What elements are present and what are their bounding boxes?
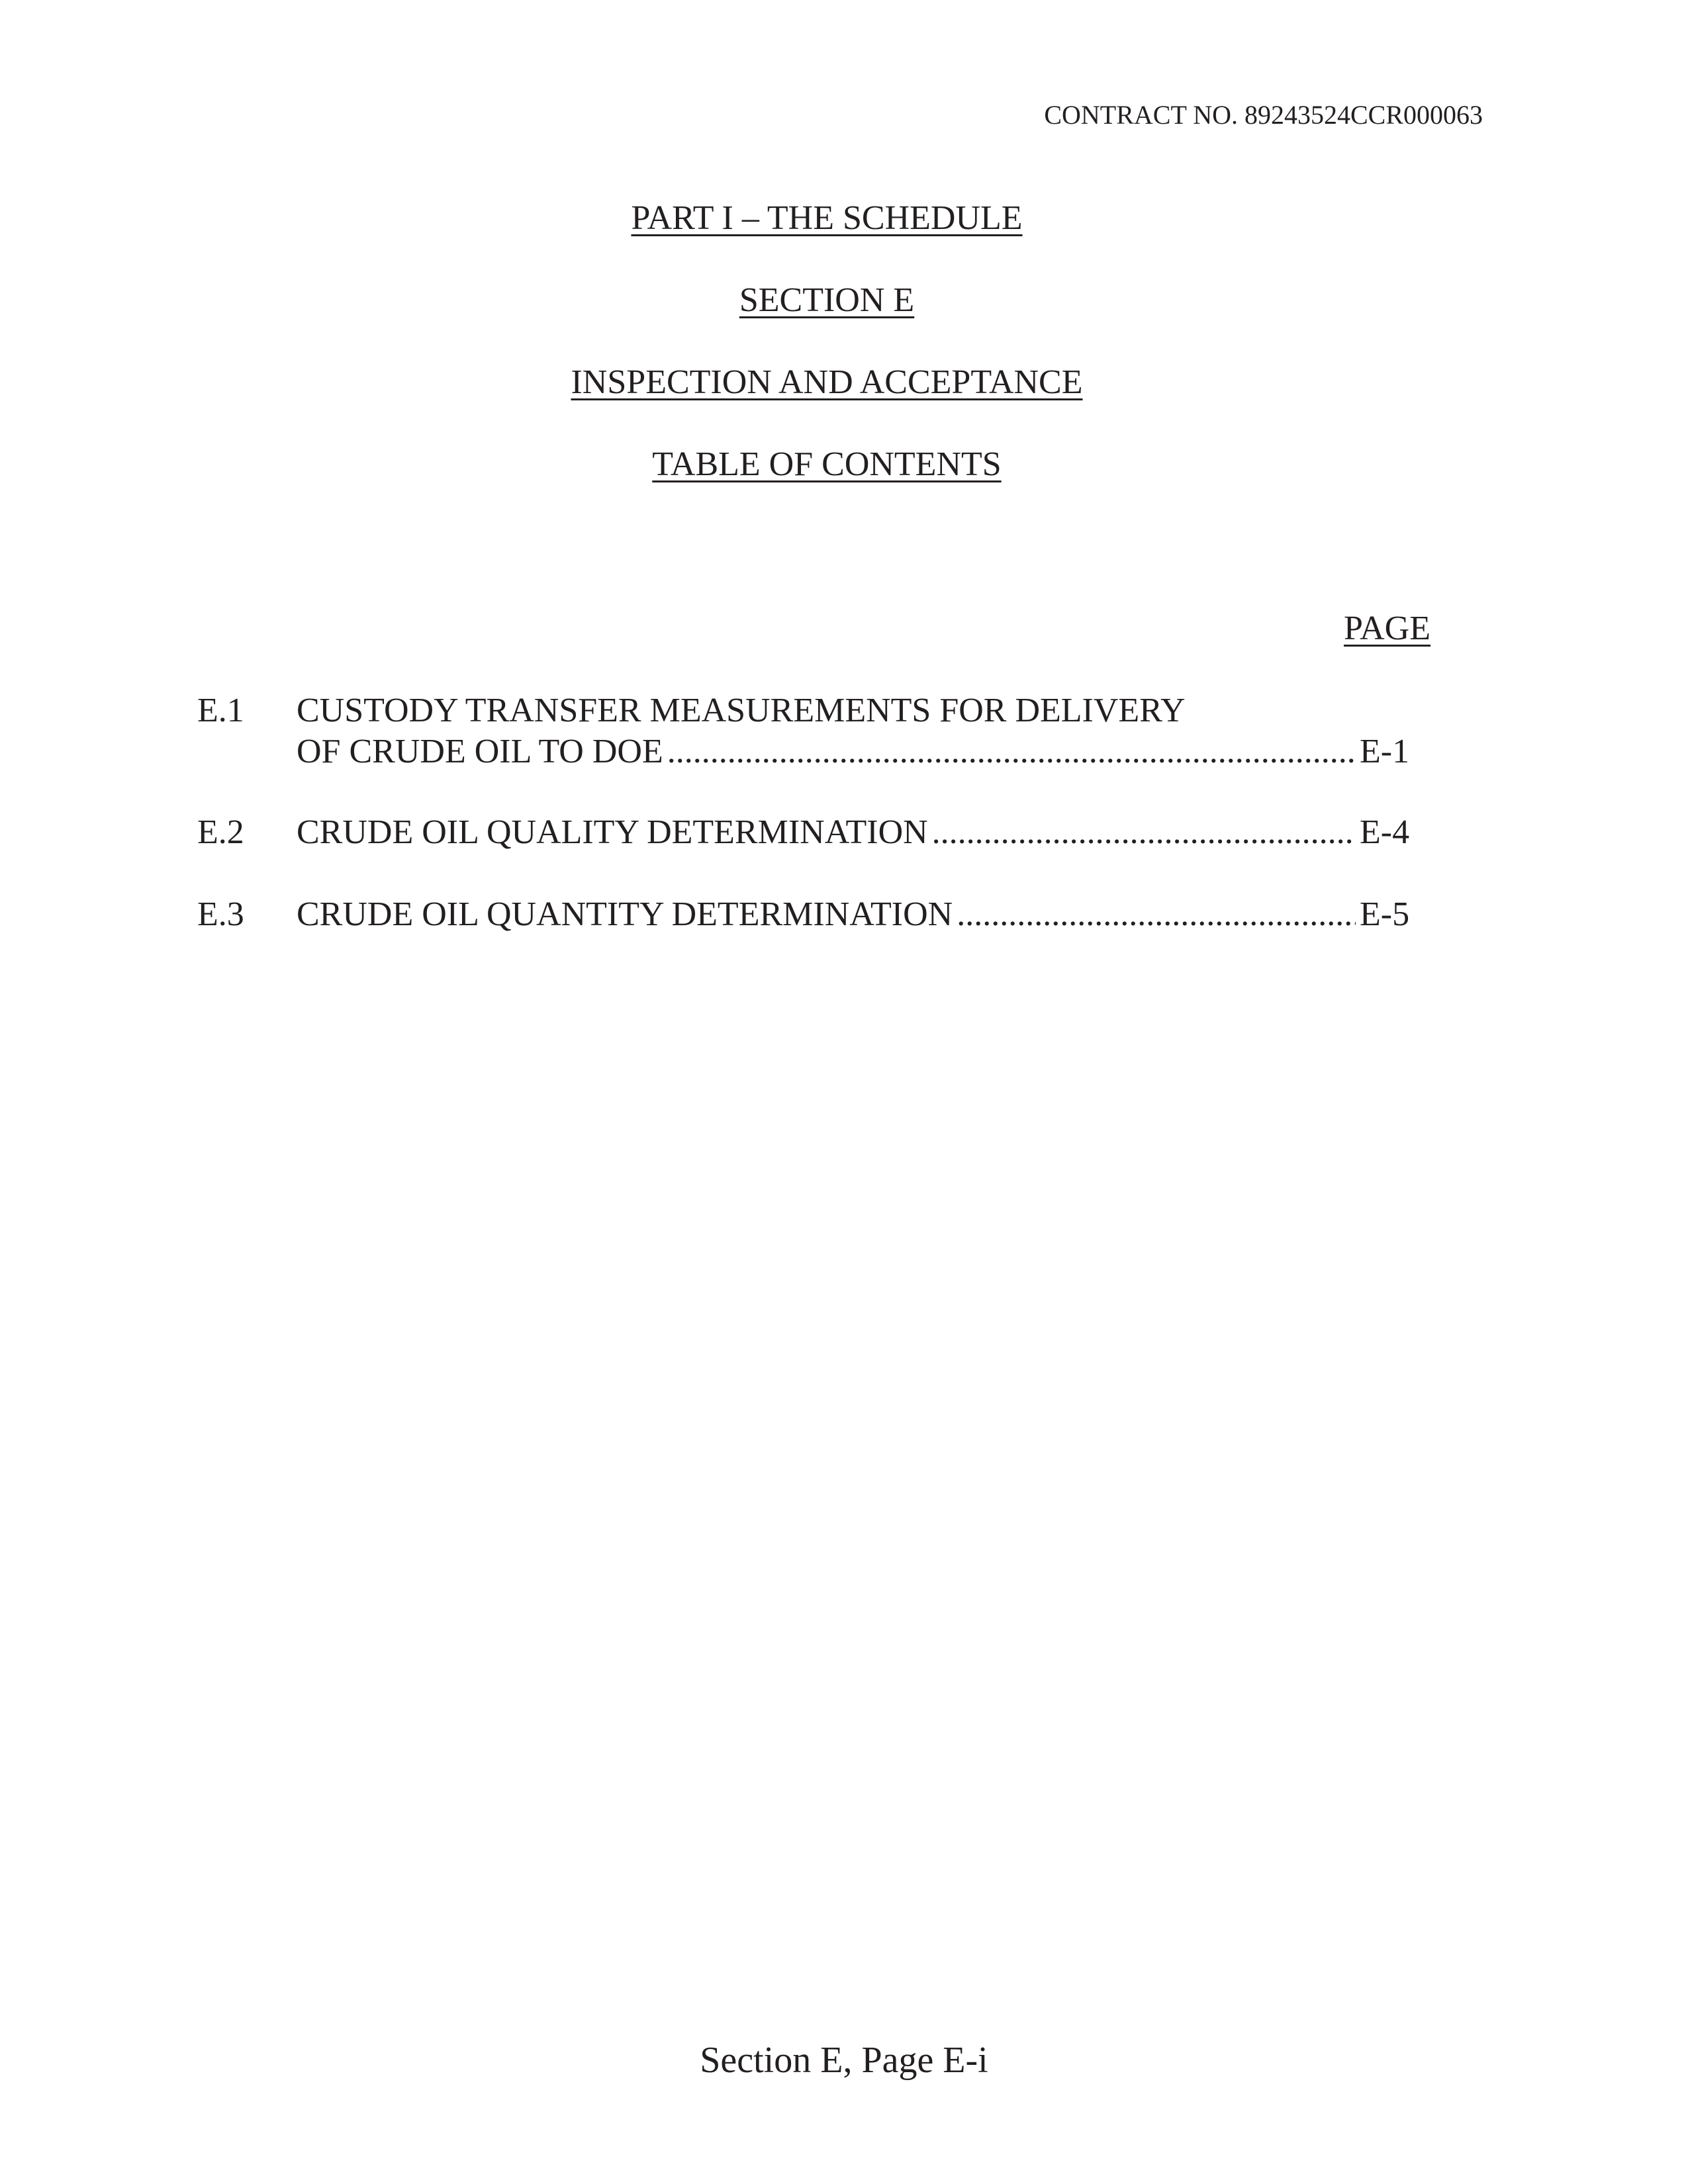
toc-page-column-label: PAGE [1343,610,1430,647]
section-title-text: INSPECTION AND ACCEPTANCE [571,363,1083,401]
toc-entry-title: CRUDE OIL QUALITY DETERMINATION [297,813,928,851]
toc-dot-leader [667,731,1356,772]
section-heading-text: SECTION E [739,281,915,319]
toc-title-text: TABLE OF CONTENTS [652,445,1002,483]
toc-entry-number: E.1 [197,692,244,729]
toc-entry-number: E.3 [197,895,244,933]
toc-dot-leader [932,812,1356,853]
page-footer: Section E, Page E-i [700,2040,988,2081]
toc-entry-line [297,894,1415,935]
toc-entry-body [297,690,1415,772]
toc-entry-line [297,731,1415,772]
section-heading [0,280,1671,321]
toc-entry-line [297,812,1415,853]
part-heading [0,198,1671,239]
toc-dot-leader [957,894,1356,935]
toc-entry-title-line1: CUSTODY TRANSFER MEASUREMENTS FOR DELIVERY [297,692,1186,729]
toc-entry-number: E.2 [197,813,244,851]
toc-entry-line [297,690,1415,731]
toc-entry-title-line2: OF CRUDE OIL TO DOE [297,733,663,770]
toc-entry-page: E-5 [1360,895,1410,933]
toc-entry-title: CRUDE OIL QUANTITY DETERMINATION [297,895,953,933]
toc-entry-page: E-1 [1360,733,1410,770]
toc-entry-page: E-4 [1360,813,1410,851]
toc-entry-body [297,894,1415,935]
toc-title [0,444,1671,485]
section-title [0,362,1671,403]
contract-number: CONTRACT NO. 89243524CCR000063 [1044,100,1483,130]
part-heading-text: PART I – THE SCHEDULE [631,199,1023,237]
toc-entry-body [297,812,1415,853]
